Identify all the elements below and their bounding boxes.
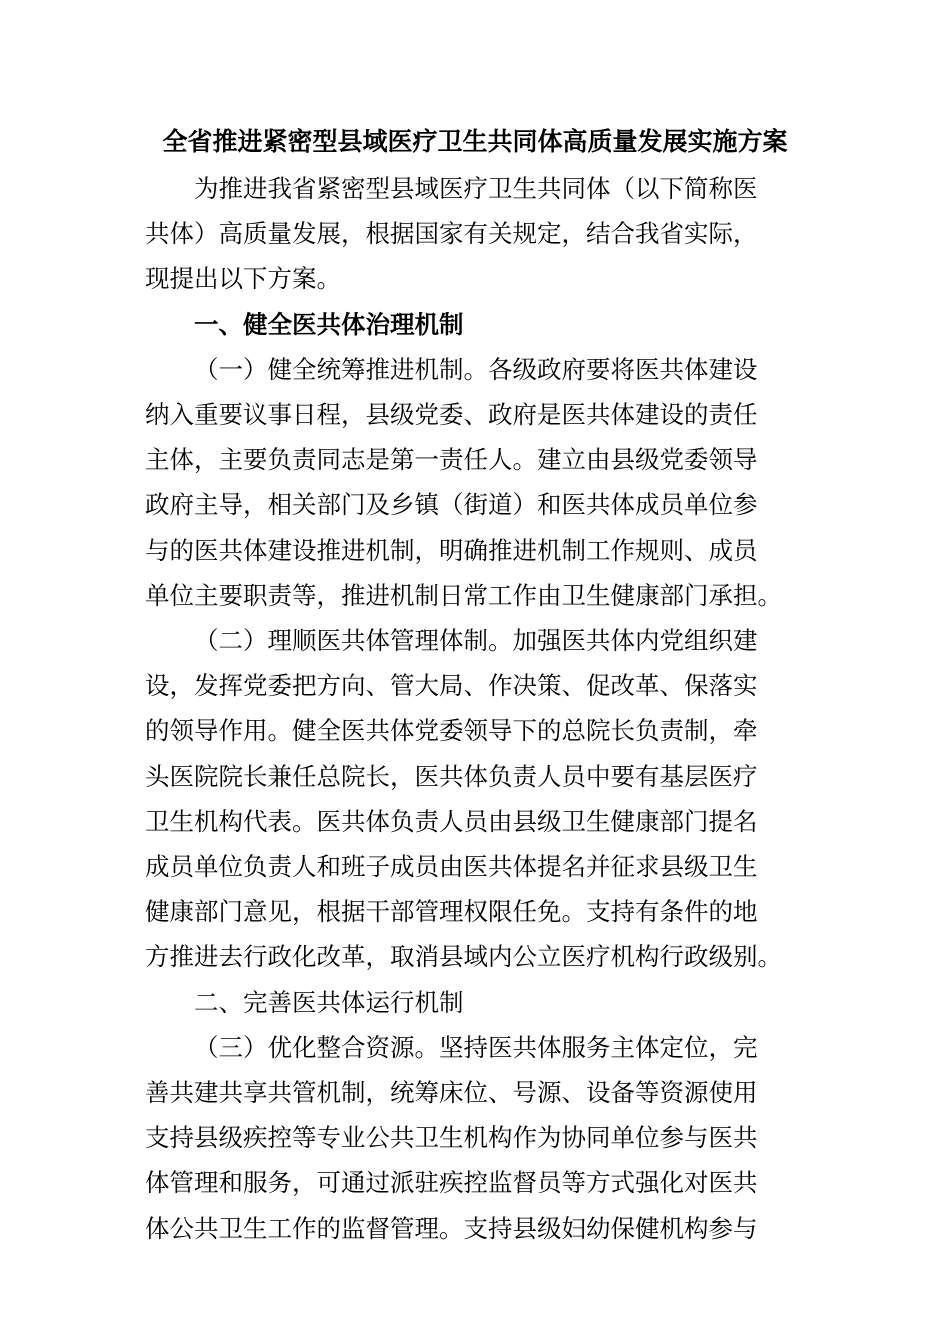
text-line: 现提出以下方案。 bbox=[145, 264, 341, 294]
clause-paragraph-2 bbox=[145, 618, 805, 980]
intro-paragraph bbox=[145, 166, 805, 302]
text-line: 为推进我省紧密型县域医疗卫生共同体（以下简称医 bbox=[194, 174, 758, 203]
text-line: 共体）高质量发展，根据国家有关规定，结合我省实际， bbox=[145, 219, 758, 249]
text-line: 头医院院长兼任总院长，医共体负责人员中要有基层医疗 bbox=[145, 761, 758, 791]
heading-text: 二、完善医共体运行机制 bbox=[194, 987, 464, 1017]
text-line: 体公共卫生工作的监督管理。支持县级妇幼保健机构参与 bbox=[145, 1213, 758, 1243]
text-line: 健康部门意见，根据干部管理权限任免。支持有条件的地 bbox=[145, 897, 758, 927]
section-heading-2 bbox=[145, 980, 805, 1025]
text-line: 卫生机构代表。医共体负责人员由县级卫生健康部门提名 bbox=[145, 806, 758, 836]
document-title: 全省推进紧密型县域医疗卫生共同体高质量发展实施方案 bbox=[162, 127, 788, 156]
text-line: 主体，主要负责同志是第一责任人。建立由县级党委领导 bbox=[145, 445, 758, 475]
clause-paragraph-1 bbox=[145, 347, 805, 618]
text-line: 善共建共享共管机制，统筹床位、号源、设备等资源使用 bbox=[145, 1078, 758, 1108]
text-line: 纳入重要议事日程，县级党委、政府是医共体建设的责任 bbox=[145, 400, 758, 430]
text-line: （一）健全统筹推进机制。各级政府要将医共体建设 bbox=[194, 354, 758, 384]
document-body bbox=[145, 166, 805, 1251]
heading-text: 一、健全医共体治理机制 bbox=[194, 309, 464, 339]
section-heading-1 bbox=[145, 302, 805, 347]
text-line: 单位主要职责等，推进机制日常工作由卫生健康部门承担。 bbox=[145, 580, 782, 610]
text-line: 方推进去行政化改革，取消县域内公立医疗机构行政级别。 bbox=[145, 942, 782, 972]
text-line: 体管理和服务，可通过派驻疾控监督员等方式强化对医共 bbox=[145, 1168, 758, 1198]
clause-paragraph-3 bbox=[145, 1025, 805, 1251]
text-line: （二）理顺医共体管理体制。加强医共体内党组织建 bbox=[194, 626, 758, 656]
text-line: 与的医共体建设推进机制，明确推进机制工作规则、成员 bbox=[145, 535, 758, 565]
text-line: 支持县级疾控等专业公共卫生机构作为协同单位参与医共 bbox=[145, 1123, 758, 1153]
text-line: 的领导作用。健全医共体党委领导下的总院长负责制，牵 bbox=[145, 716, 758, 746]
text-line: 成员单位负责人和班子成员由医共体提名并征求县级卫生 bbox=[145, 852, 758, 882]
text-line: 政府主导，相关部门及乡镇（街道）和医共体成员单位参 bbox=[145, 490, 758, 520]
text-line: 设，发挥党委把方向、管大局、作决策、促改革、保落实 bbox=[145, 671, 758, 701]
text-line: （三）优化整合资源。坚持医共体服务主体定位，完 bbox=[194, 1032, 758, 1062]
